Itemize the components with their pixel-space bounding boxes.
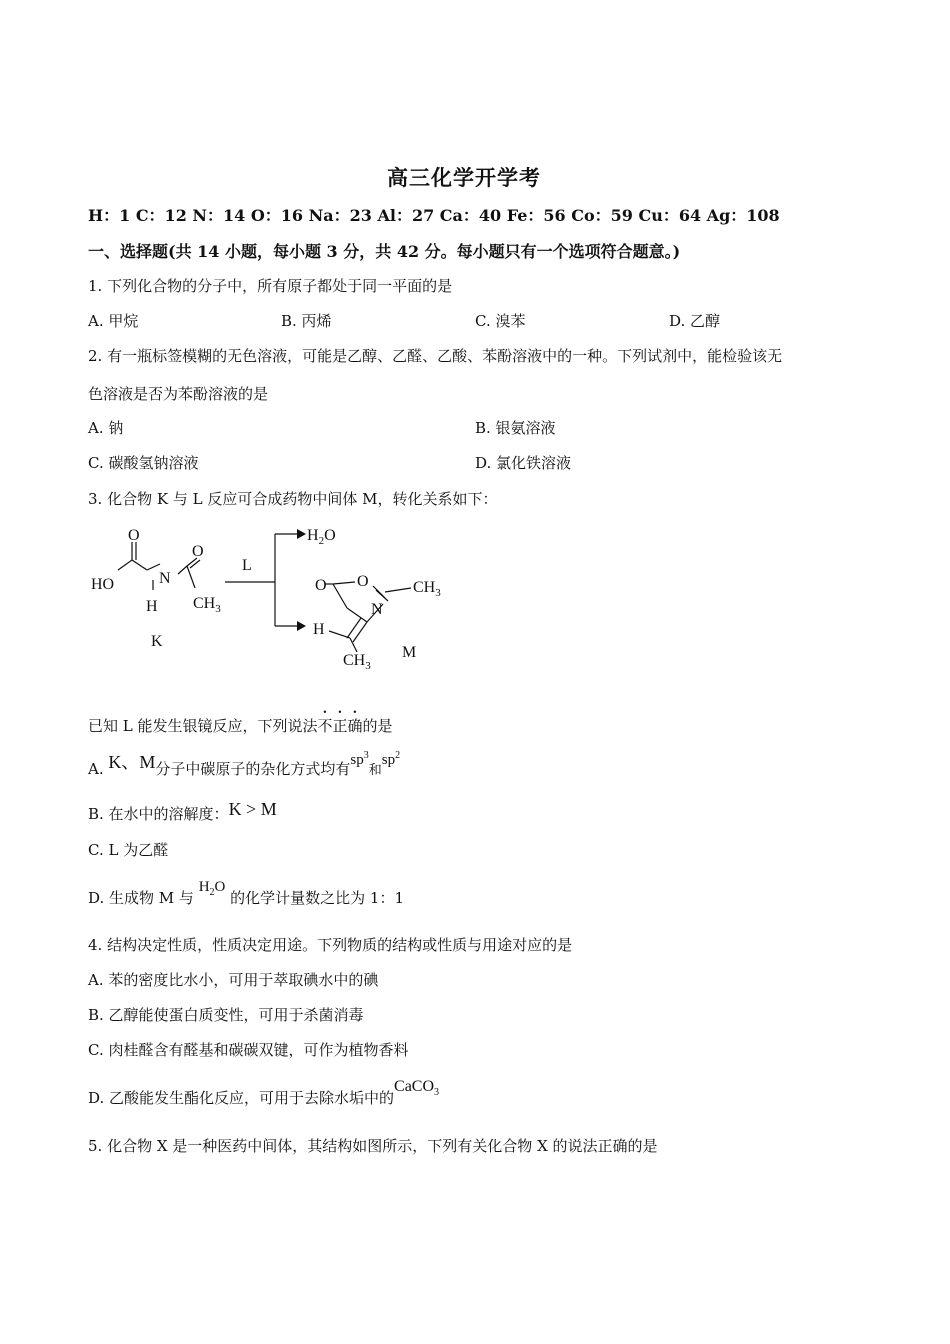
q1-option-c: C. 溴苯: [475, 312, 526, 330]
q3-option-d: D. 生成物 M 与 $H_2O$ 的化学计量数之比为 1：1: [88, 879, 405, 907]
k-oxo-atom: O: [128, 527, 140, 544]
page-title: 高三化学开学考: [387, 165, 541, 190]
atomic-masses: H：1 C：12 N：14 O：16 Na：23 Al：27 Ca：40 Fe：56 Co：59 Cu：64 Ag：108: [88, 206, 780, 225]
q2-stem-line2: 色溶液是否为苯酚溶液的是: [88, 385, 269, 403]
q5-stem: 5. 化合物 X 是一种医药中间体，其结构如图所示，下列有关化合物 X 的说法正确的是: [88, 1137, 658, 1155]
q4-option-d: D. 乙酸能发生酯化反应，可用于去除水垢中的CaCO$_3$: [88, 1078, 440, 1107]
q2-option-a: A. 钠: [88, 419, 124, 437]
reaction-scheme: [85, 518, 465, 678]
k-label: K: [151, 633, 163, 650]
q3-known: 已知 L 能发生银镜反应，下列说法不正确的是: [88, 717, 393, 735]
m-exo-oxygen: O: [315, 577, 327, 594]
m-alkene-hydrogen: H: [313, 621, 325, 638]
m-alkene-methyl: $CH_3$: [343, 652, 371, 672]
q1-option-d: D. 乙醇: [669, 312, 721, 330]
q2-option-b: B. 银氨溶液: [475, 419, 556, 437]
q4-option-c: C. 肉桂醛含有醛基和碳碳双键，可作为植物香料: [88, 1041, 409, 1059]
q2-option-c: C. 碳酸氢钠溶液: [88, 454, 199, 472]
section-heading: 一、选择题(共 14 小题，每小题 3 分，共 42 分。每小题只有一个选项符合题意。): [88, 242, 681, 261]
q3-stem: 3. 化合物 K 与 L 反应可合成药物中间体 M，转化关系如下：: [88, 490, 498, 508]
k-hydroxyl: HO: [91, 576, 115, 593]
q4-option-b: B. 乙醇能使蛋白质变性，可用于杀菌消毒: [88, 1006, 364, 1024]
q4-option-a: A. 苯的密度比水小，可用于萃取碘水中的碘: [88, 971, 379, 989]
q3-option-b: B. 在水中的溶解度：K > M: [88, 799, 277, 823]
m-label: M: [402, 644, 417, 661]
q1-option-a: A. 甲烷: [88, 312, 139, 330]
k-nh-hydrogen: H: [146, 598, 158, 615]
q4-stem: 4. 结构决定性质，性质决定用途。下列物质的结构或性质与用途对应的是: [88, 936, 573, 954]
m-ring-methyl: $CH_3$: [413, 579, 441, 599]
q2-option-d: D. 氯化铁溶液: [475, 454, 572, 472]
q3-option-c: C. L 为乙醛: [88, 841, 169, 859]
k-methyl: $CH_3$: [193, 595, 221, 615]
k-nitrogen: N: [159, 570, 171, 587]
reagent-l-label: L: [242, 557, 252, 574]
m-ring-oxygen: O: [357, 573, 369, 590]
emphasis-not-correct: 不正确: [317, 717, 363, 735]
q1-stem: 1. 下列化合物的分子中，所有原子都处于同一平面的是: [88, 277, 453, 295]
water-product: $H_2O$: [307, 527, 336, 547]
m-ring-nitrogen: N: [371, 601, 383, 618]
q1-option-b: B. 丙烯: [281, 312, 332, 330]
q3-option-a: A. K、M分子中碳原子的杂化方式均有$sp^3$和$sp^2$: [88, 750, 401, 778]
q2-stem-line1: 2. 有一瓶标签模糊的无色溶液，可能是乙醇、乙醛、乙酸、苯酚溶液中的一种。下列试剂中，能检验该无: [88, 347, 783, 365]
k-amide-oxygen: O: [192, 543, 204, 560]
